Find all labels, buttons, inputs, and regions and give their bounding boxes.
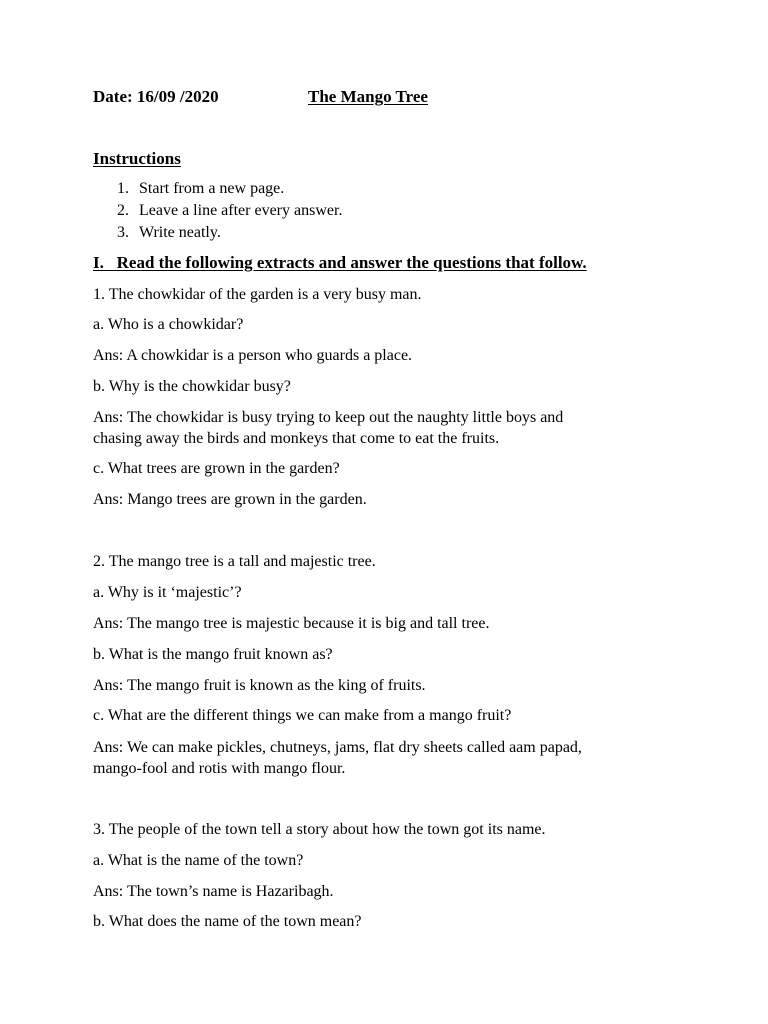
extract-prompt: 3. The people of the town tell a story about how the town got its name. <box>93 821 546 838</box>
instruction-number: 2. <box>117 202 129 219</box>
instruction-number: 1. <box>117 180 129 197</box>
instruction-number: 3. <box>117 224 129 241</box>
section-heading: I. Read the following extracts and answer the questions that follow. <box>93 253 587 272</box>
instruction-item <box>117 180 284 198</box>
answer-continuation: chasing away the birds and monkeys that come to eat the fruits. <box>93 430 500 447</box>
answer: Ans: The mango fruit is known as the king of fruits. <box>93 677 426 694</box>
answer: Ans: The town’s name is Hazaribagh. <box>93 883 334 900</box>
extract-prompt: 1. The chowkidar of the garden is a very busy man. <box>93 286 422 303</box>
question: b. What is the mango fruit known as? <box>93 646 333 663</box>
instruction-text: Write neatly. <box>139 224 221 241</box>
question: c. What are the different things we can make from a mango fruit? <box>93 707 512 724</box>
page-title: The Mango Tree <box>308 87 428 106</box>
instruction-item <box>117 202 342 220</box>
question: b. Why is the chowkidar busy? <box>93 378 291 395</box>
question: a. Who is a chowkidar? <box>93 316 244 333</box>
answer: Ans: The mango tree is majestic because it is big and tall tree. <box>93 615 490 632</box>
question: a. What is the name of the town? <box>93 852 304 869</box>
question: a. Why is it ‘majestic’? <box>93 584 242 601</box>
extract-prompt: 2. The mango tree is a tall and majestic tree. <box>93 553 376 570</box>
date-heading: Date: 16/09 /2020 <box>93 87 219 106</box>
answer: Ans: The chowkidar is busy trying to keep out the naughty little boys and <box>93 409 564 426</box>
answer: Ans: Mango trees are grown in the garden. <box>93 491 367 508</box>
instruction-text: Leave a line after every answer. <box>139 202 343 219</box>
answer: Ans: We can make pickles, chutneys, jams, flat dry sheets called aam papad, <box>93 739 582 756</box>
instruction-item <box>117 224 221 242</box>
answer: Ans: A chowkidar is a person who guards a place. <box>93 347 413 364</box>
answer-continuation: mango-fool and rotis with mango flour. <box>93 760 346 777</box>
instructions-heading: Instructions <box>93 149 181 168</box>
question: c. What trees are grown in the garden? <box>93 460 340 477</box>
question: b. What does the name of the town mean? <box>93 913 362 930</box>
instruction-text: Start from a new page. <box>139 180 285 197</box>
